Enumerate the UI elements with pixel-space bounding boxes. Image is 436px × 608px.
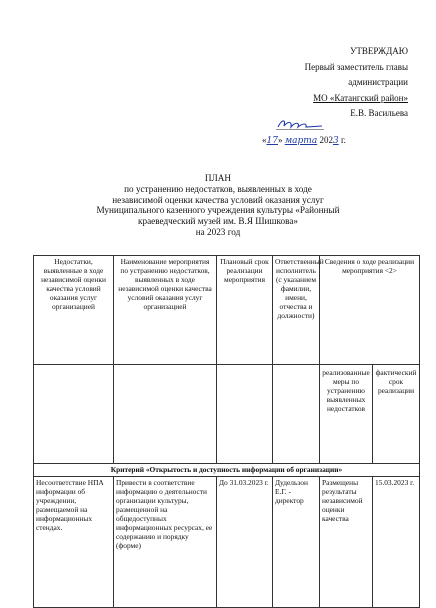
approval-position-line1: Первый заместитель главы (304, 61, 408, 72)
cell-deadline: До 31.03.2023 г. (217, 477, 273, 608)
title-line6: на 2023 год (195, 226, 241, 237)
handwritten-signature (276, 117, 324, 131)
title-line4: Муниципального казенного учреждения культуры «Районный (96, 205, 340, 216)
subheader-empty-4 (273, 365, 320, 464)
subheader-empty-2 (114, 365, 217, 464)
title-line1: ПЛАН (204, 173, 232, 183)
cell-responsible: Дудельзон Е.Г. - директор (273, 477, 320, 608)
date-open-quote: « (262, 135, 267, 145)
date-close-quote: » (277, 135, 283, 145)
table-subheader-row (34, 365, 420, 464)
title-line3: независимой оценки качества условий оказания услуг (112, 194, 324, 205)
header-deadline: Плановый срок реализации мероприятия (217, 256, 273, 365)
date-year-digit: 3 (332, 136, 339, 146)
header-progress: Сведения о ходе реализации мероприятия <2> (320, 256, 420, 365)
title-line2: по устранению недостатков, выявленных в ходе (124, 183, 312, 194)
date-month: марта (284, 136, 318, 146)
approval-block (248, 44, 408, 122)
header-problems: Недостатки, выявленные в ходе независимой оценки качества условий оказания услуг организацией (34, 256, 114, 365)
title-line5: краеведческий музей им. В.Я Шишкова» (138, 216, 298, 227)
approval-heading: УТВЕРЖДАЮ (349, 46, 408, 56)
cell-actual-date: 15.03.2023 г. (373, 477, 420, 608)
date-day: 17 (266, 136, 278, 146)
criterion-title: Критерий «Открытость и доступность информации об организации» (34, 464, 420, 477)
table-row (34, 477, 420, 608)
date-suffix: г. (340, 135, 346, 145)
document-title (60, 173, 376, 238)
table-header-row (34, 256, 420, 365)
cell-problem: Несоответствие НПА информации об учреждении, размещаемой на информационных стендах. (34, 477, 114, 608)
date-year-prefix: 202 (319, 135, 333, 145)
subheader-empty-1 (34, 365, 114, 464)
subheader-actual-date: фактический срок реализации (373, 365, 420, 464)
cell-action: Привести в соответствие информацию о деятельности организации культуры, размещенной на общедоступных информационных ресурсах, ее содержанию и порядку (форме) (114, 477, 217, 608)
approval-organization: МО «Катангский район» (313, 92, 408, 103)
approval-signer: Е.В. Васильева (350, 108, 408, 118)
cell-measures: Размещены результаты независимой оценки качества (320, 477, 373, 608)
approval-position-line2: администрации (348, 77, 408, 87)
approval-date (262, 135, 346, 146)
criterion-row (34, 464, 420, 477)
subheader-measures: реализованные меры по устранению выявленных недостатков (320, 365, 373, 464)
header-action: Наименование мероприятия по устранению недостатков, выявленных в ходе независимой оценки качества условий оказания услуг организацией (114, 256, 217, 365)
plan-table (33, 255, 420, 608)
header-responsible: Ответственный исполнитель (с указанием фамилии, имени, отчества и должности) (273, 256, 320, 365)
subheader-empty-3 (217, 365, 273, 464)
